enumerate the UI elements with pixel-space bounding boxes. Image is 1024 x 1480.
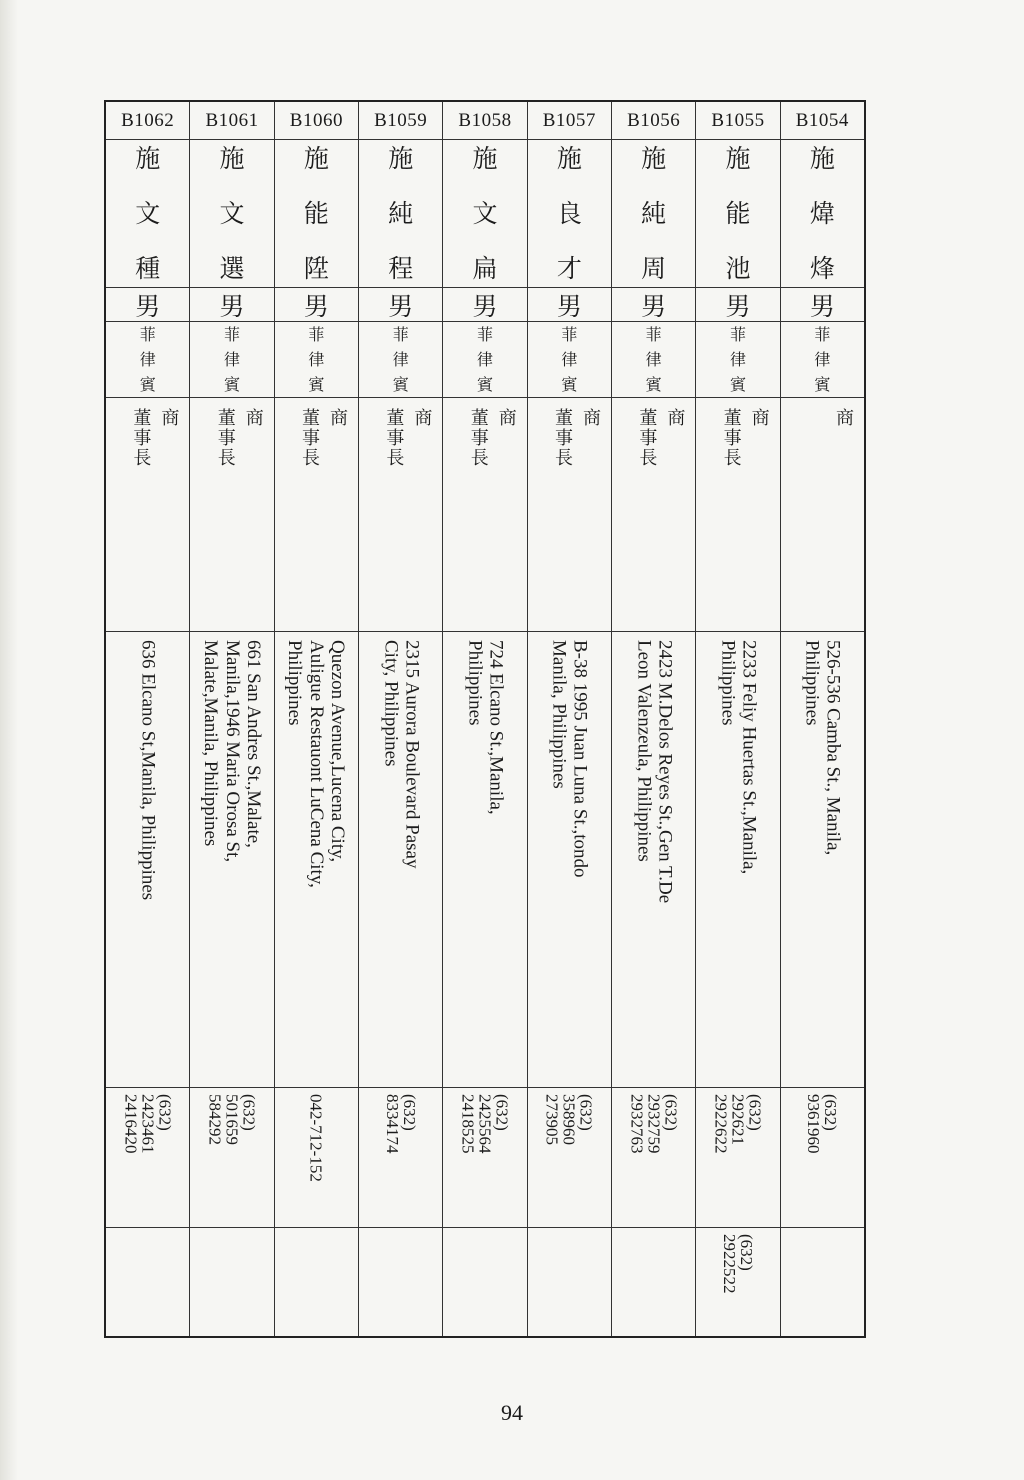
gender: 男	[612, 288, 695, 322]
name-char: 施	[303, 144, 329, 173]
nationality-char: 律	[392, 349, 409, 369]
name-char: 選	[219, 254, 245, 283]
occupation-cell	[528, 398, 611, 632]
address: 526-536 Camba St., Manila, Philippines	[801, 640, 844, 856]
occupation-line: 商	[242, 408, 264, 426]
phone-cell	[781, 1088, 864, 1228]
record-id: B1055	[696, 102, 779, 140]
occupation-line: 商	[158, 408, 180, 426]
occupation-line: 董事長	[636, 408, 658, 468]
record-column	[527, 102, 611, 1336]
nationality-cell	[106, 322, 189, 398]
nationality-char: 賓	[224, 374, 241, 394]
phone: (632) 358960 273905	[542, 1094, 596, 1145]
phone-cell	[612, 1088, 695, 1228]
address-cell	[275, 632, 358, 1088]
nationality-char: 律	[224, 349, 241, 369]
address-cell	[696, 632, 779, 1088]
phone2-cell	[106, 1228, 189, 1336]
nationality-cell	[190, 322, 273, 398]
address-cell	[781, 632, 864, 1088]
name-cell	[696, 140, 779, 288]
record-column	[611, 102, 695, 1336]
record-id: B1058	[443, 102, 526, 140]
address: 2315 Aurora Boulevard Pasay City, Philippines	[379, 640, 423, 869]
nationality-char: 賓	[308, 374, 325, 394]
record-id: B1062	[106, 102, 189, 140]
occupation-line: 商	[580, 408, 602, 426]
page-edge-shadow	[0, 0, 18, 1480]
nationality-cell	[443, 322, 526, 398]
address: 724 Elcano St.,Manila, Philippines	[464, 640, 507, 815]
occupation-line: 商	[327, 408, 349, 426]
name-char: 煒	[809, 199, 835, 228]
record-column	[106, 102, 189, 1336]
nationality-char: 賓	[730, 374, 747, 394]
nationality-char: 賓	[392, 374, 409, 394]
record-column	[274, 102, 358, 1336]
nationality-cell	[359, 322, 442, 398]
name-char: 陞	[303, 254, 329, 283]
name-char: 施	[388, 144, 414, 173]
name-char: 能	[725, 199, 751, 228]
address: 2423 M.Delos Reyes St.,Gen T.De Leon Valenzeula, Philippines	[632, 640, 676, 904]
name-char: 種	[135, 254, 161, 283]
record-column	[189, 102, 273, 1336]
phone2-cell	[359, 1228, 442, 1336]
name-char: 良	[556, 199, 582, 228]
occupation-cell	[106, 398, 189, 632]
record-id: B1057	[528, 102, 611, 140]
occupation-cell	[612, 398, 695, 632]
name-char: 文	[135, 199, 161, 228]
name-cell	[190, 140, 273, 288]
record-id: B1056	[612, 102, 695, 140]
occupation-line: 董事長	[214, 408, 236, 468]
address-cell	[190, 632, 273, 1088]
phone2-cell	[612, 1228, 695, 1336]
name-char: 扁	[472, 254, 498, 283]
address-cell	[359, 632, 442, 1088]
phone: (632) 501659 584292	[205, 1094, 259, 1145]
gender: 男	[106, 288, 189, 322]
name-char: 池	[725, 254, 751, 283]
gender: 男	[359, 288, 442, 322]
nationality-char: 賓	[561, 374, 578, 394]
occupation-cell	[359, 398, 442, 632]
occupation-line: 董事長	[552, 408, 574, 468]
nationality-cell	[528, 322, 611, 398]
nationality-char: 菲	[814, 324, 831, 344]
record-id: B1059	[359, 102, 442, 140]
phone: (632) 2425564 2418525	[458, 1094, 512, 1154]
occupation-line: 董事長	[130, 408, 152, 468]
occupation-line: 商	[748, 408, 770, 426]
address: Quezon Avenue,Lucena City, Auligue Restauont LuCena City, Philippines	[284, 640, 349, 888]
address: 636 Elcano St,Manila, Philippines	[137, 640, 159, 901]
phone-cell	[359, 1088, 442, 1228]
records-table	[104, 100, 866, 1338]
phone-cell	[528, 1088, 611, 1228]
phone2-cell	[443, 1228, 526, 1336]
occupation-line: 商	[411, 408, 433, 426]
name-char: 施	[135, 144, 161, 173]
nationality-char: 律	[308, 349, 325, 369]
phone2-cell	[190, 1228, 273, 1336]
occupation-cell	[275, 398, 358, 632]
gender: 男	[275, 288, 358, 322]
name-cell	[106, 140, 189, 288]
address: 2233 Feliy Huertas St.,Manila, Philippines	[717, 640, 760, 875]
address: B-38 1995 Juan Luna St.,tondo Manila, Philippines	[548, 640, 591, 878]
phone-secondary: (632) 2922522	[720, 1234, 756, 1294]
nationality-cell	[275, 322, 358, 398]
address-cell	[106, 632, 189, 1088]
occupation-line: 商	[833, 408, 854, 426]
name-cell	[612, 140, 695, 288]
name-char: 施	[641, 144, 667, 173]
name-char: 施	[472, 144, 498, 173]
name-char: 才	[556, 254, 582, 283]
occupation-cell	[443, 398, 526, 632]
gender: 男	[190, 288, 273, 322]
name-cell	[528, 140, 611, 288]
nationality-cell	[781, 322, 864, 398]
name-char: 純	[641, 199, 667, 228]
record-column	[358, 102, 442, 1336]
occupation-line: 董事長	[467, 408, 489, 468]
name-cell	[781, 140, 864, 288]
address-cell	[528, 632, 611, 1088]
nationality-char: 菲	[477, 324, 494, 344]
name-cell	[443, 140, 526, 288]
name-char: 文	[472, 199, 498, 228]
nationality-char: 賓	[477, 374, 494, 394]
name-char: 烽	[809, 254, 835, 283]
nationality-char: 律	[561, 349, 578, 369]
nationality-char: 賓	[139, 374, 156, 394]
phone: (632) 2423461 2416420	[121, 1094, 175, 1154]
nationality-char: 律	[730, 349, 747, 369]
occupation-cell	[781, 398, 864, 632]
record-id: B1054	[781, 102, 864, 140]
nationality-char: 菲	[392, 324, 409, 344]
name-char: 文	[219, 199, 245, 228]
phone: (632) 9361960	[804, 1094, 841, 1154]
name-char: 能	[303, 199, 329, 228]
occupation-line: 董事長	[720, 408, 742, 468]
phone: (632) 8334174	[382, 1094, 419, 1154]
gender: 男	[443, 288, 526, 322]
occupation-line: 董事長	[299, 408, 321, 468]
phone: (632) 292621 2922622	[711, 1094, 765, 1154]
occupation-cell	[696, 398, 779, 632]
record-id: B1060	[275, 102, 358, 140]
record-id: B1061	[190, 102, 273, 140]
name-char: 施	[556, 144, 582, 173]
phone-cell	[190, 1088, 273, 1228]
phone2-cell	[696, 1228, 779, 1336]
phone2-cell	[275, 1228, 358, 1336]
nationality-char: 菲	[730, 324, 747, 344]
address-cell	[443, 632, 526, 1088]
gender: 男	[781, 288, 864, 322]
occupation-cell	[190, 398, 273, 632]
record-column	[780, 102, 864, 1336]
occupation-line: 董事長	[383, 408, 405, 468]
name-char: 施	[725, 144, 751, 173]
address: 661 San Andres St.,Malate, Manila,1946 Maria Orosa St, Malate,Manila, Philippines	[200, 640, 265, 863]
occupation-line: 商	[664, 408, 686, 426]
name-cell	[275, 140, 358, 288]
page-number: 94	[501, 1400, 523, 1425]
nationality-cell	[612, 322, 695, 398]
occupation-line: 商	[495, 408, 517, 426]
gender: 男	[528, 288, 611, 322]
nationality-char: 賓	[645, 374, 662, 394]
nationality-char: 菲	[308, 324, 325, 344]
phone2-cell	[781, 1228, 864, 1336]
name-char: 施	[219, 144, 245, 173]
nationality-char: 律	[645, 349, 662, 369]
address-cell	[612, 632, 695, 1088]
phone-cell	[275, 1088, 358, 1228]
name-cell	[359, 140, 442, 288]
nationality-char: 菲	[139, 324, 156, 344]
phone-cell	[443, 1088, 526, 1228]
nationality-char: 菲	[645, 324, 662, 344]
gender: 男	[696, 288, 779, 322]
nationality-char: 律	[139, 349, 156, 369]
phone2-cell	[528, 1228, 611, 1336]
name-char: 程	[388, 254, 414, 283]
nationality-char: 賓	[814, 374, 831, 394]
nationality-char: 律	[814, 349, 831, 369]
nationality-cell	[696, 322, 779, 398]
phone: (632) 2932759 2932763	[627, 1094, 681, 1154]
nationality-char: 菲	[224, 324, 241, 344]
nationality-char: 律	[477, 349, 494, 369]
record-column	[442, 102, 526, 1336]
record-column	[695, 102, 779, 1336]
nationality-char: 菲	[561, 324, 578, 344]
name-char: 周	[641, 254, 667, 283]
name-char: 純	[388, 199, 414, 228]
phone-cell	[696, 1088, 779, 1228]
phone: 042-712-152	[306, 1094, 326, 1182]
name-char: 施	[809, 144, 835, 173]
phone-cell	[106, 1088, 189, 1228]
